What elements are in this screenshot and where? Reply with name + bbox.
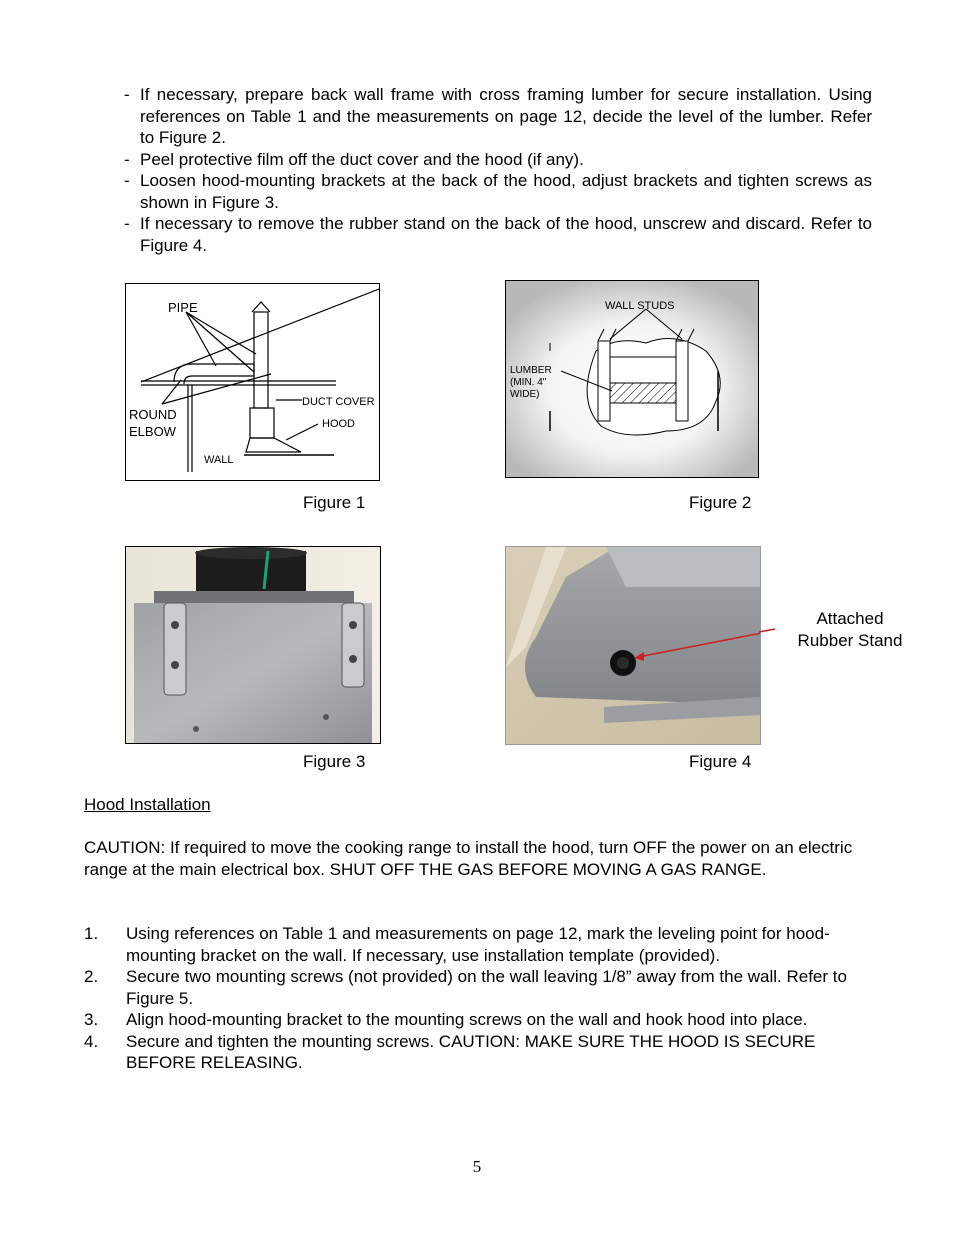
fig1-label-elbow: ELBOW <box>129 424 176 439</box>
section-title: Hood Installation <box>84 795 211 814</box>
page-number: 5 <box>472 1157 482 1176</box>
fig1-label-duct-cover: DUCT COVER <box>302 396 375 408</box>
prep-bullet-list <box>124 84 872 256</box>
figure-2-caption: Figure 2 <box>689 493 752 512</box>
bullet-item: - If necessary to remove the rubber stand on the back of the hood, unscrew and discard. Refer to Figure 4. <box>124 214 872 255</box>
fig2-label-lumber: LUMBER <box>510 365 552 376</box>
fig2-label-min: (MIN. 4" <box>510 377 547 388</box>
step-item: 4. Secure and tighten the mounting screws. CAUTION: MAKE SURE THE HOOD IS SECURE BEFORE RELEASING. <box>84 1031 816 1072</box>
bullet-item: - Loosen hood-mounting brackets at the back of the hood, adjust brackets and tighten screws as shown in Figure 3. <box>124 171 872 212</box>
fig2-label-wide: WIDE) <box>510 389 540 400</box>
fig1-label-hood: HOOD <box>322 418 355 430</box>
caution-paragraph: CAUTION: If required to move the cooking range to install the hood, turn OFF the power on an electric range at the main electrical box. SHUT OFF THE GAS BEFORE MOVING A GAS RANGE. <box>84 838 853 879</box>
fig1-label-pipe: PIPE <box>168 300 198 315</box>
step-item: 3. Align hood-mounting bracket to the mounting screws on the wall and hook hood into place. <box>84 1010 808 1029</box>
step-item: 1. Using references on Table 1 and measurements on page 12, mark the leveling point for hood-mounting bracket on the wall. If necessary, use installation template (provided). <box>84 924 830 965</box>
figure-4-caption: Figure 4 <box>689 752 752 771</box>
bullet-item: - If necessary, prepare back wall frame with cross framing lumber for secure installation. Using references on Table 1 and the measurements on page 12, decide the level of the lumber. Refer to Figure 2. <box>124 85 872 147</box>
figure-1-caption: Figure 1 <box>303 493 366 512</box>
bullet-item: - Peel protective film off the duct cover and the hood (if any). <box>124 149 584 169</box>
callout-line-1: Attached <box>816 609 884 628</box>
figure-4-photo <box>505 546 761 745</box>
fig1-label-wall: WALL <box>204 454 234 466</box>
installation-steps <box>84 923 874 1074</box>
figure-2-diagram <box>505 280 759 478</box>
step-item: 2. Secure two mounting screws (not provided) on the wall leaving 1/8” away from the wall. Refer to Figure 5. <box>84 967 847 1008</box>
callout-line-2: Rubber Stand <box>797 630 903 650</box>
figure-3-caption: Figure 3 <box>303 752 366 771</box>
figure-3-photo <box>125 546 381 744</box>
fig2-label-wall-studs: WALL STUDS <box>605 300 675 312</box>
figure-1-diagram <box>125 283 380 481</box>
rubber-stand-callout <box>775 608 925 651</box>
fig1-label-round: ROUND <box>129 407 177 422</box>
